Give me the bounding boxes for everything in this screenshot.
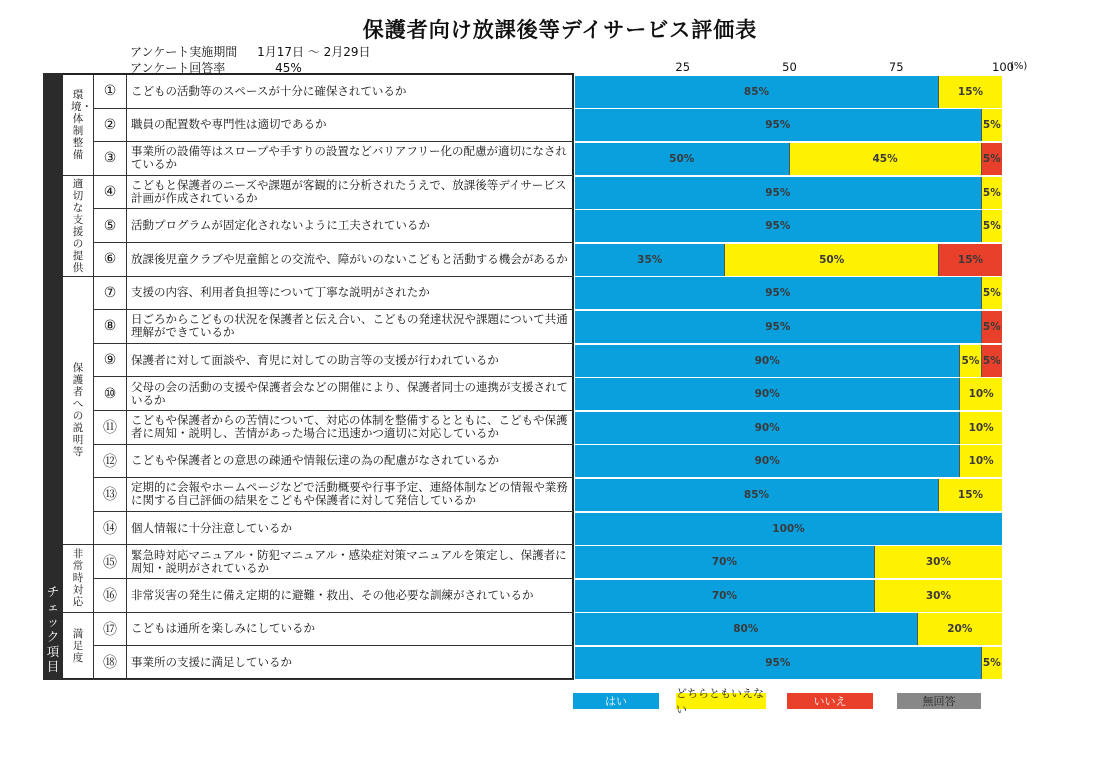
bar-neutral <box>981 277 1002 309</box>
bar-neutral <box>981 109 1002 141</box>
category-label: 保護者への説明等 <box>72 362 84 459</box>
bar-row <box>575 613 1002 645</box>
bar-no <box>981 345 1002 377</box>
question-number: ⑮ <box>94 545 127 579</box>
bar-value-label: 15% <box>957 489 984 501</box>
category-label: 適切な支援の提供 <box>72 177 84 274</box>
question-number: ③ <box>94 142 127 176</box>
response-rate-label: アンケート回答率 <box>130 61 226 75</box>
question-number: ② <box>94 109 127 143</box>
bar-row <box>575 311 1002 343</box>
bar-yes <box>575 109 981 141</box>
bar-row <box>575 445 1002 477</box>
bar-value-label: 90% <box>754 455 780 468</box>
question-text: 事業所の設備等はスロープや手すりの設置などバリアフリー化の配慮が適切になされているか <box>127 142 574 176</box>
bar-yes <box>575 277 981 309</box>
legend-item-yes: はい <box>573 693 659 709</box>
bar-neutral <box>959 345 980 377</box>
category-label: 満足度 <box>72 627 84 664</box>
bar-yes <box>575 513 1002 545</box>
bar-value-label: 95% <box>765 119 791 132</box>
bar-value-label: 95% <box>765 321 791 333</box>
bar-neutral <box>789 143 981 175</box>
bar-value-label: 5% <box>982 287 1001 300</box>
bar-value-label: 5% <box>982 321 1001 333</box>
bar-yes <box>575 76 938 108</box>
category-group <box>63 613 94 680</box>
bar-yes <box>575 378 959 410</box>
bar-value-label: 80% <box>733 623 759 636</box>
legend-item-no: いいえ <box>787 693 873 709</box>
bar-value-label: 15% <box>957 253 984 266</box>
x-tick-label: 100 <box>992 60 1014 74</box>
bar-neutral <box>981 647 1002 679</box>
bar-yes <box>575 580 874 612</box>
bar-value-label: 95% <box>765 287 791 300</box>
bar-value-label: 30% <box>925 589 951 602</box>
bar-neutral <box>959 445 1002 477</box>
bar-neutral <box>724 244 938 276</box>
bar-neutral <box>959 378 1002 410</box>
bar-yes <box>575 177 981 209</box>
question-text: 父母の会の活動の支援や保護者会などの開催により、保護者同士の連携が支援されているか <box>127 377 574 411</box>
survey-period-value: 1月17日 ～ 2月29日 <box>257 45 371 59</box>
question-number: ⑭ <box>94 512 127 546</box>
bar-row <box>575 143 1002 175</box>
bar-value-label: 5% <box>982 153 1001 165</box>
legend-item-neutral: どちらともいえない <box>676 687 764 716</box>
question-number: ⑨ <box>94 344 127 378</box>
bar-neutral <box>959 412 1002 444</box>
bar-value-label: 10% <box>968 388 994 401</box>
bar-value-label: 10% <box>968 421 994 434</box>
bar-value-label: 70% <box>711 589 738 602</box>
bar-yes <box>575 143 789 175</box>
bar-no <box>981 143 1002 175</box>
bar-row <box>575 378 1002 410</box>
bar-neutral <box>917 613 1002 645</box>
bar-value-label: 85% <box>743 489 770 501</box>
bar-row <box>575 580 1002 612</box>
question-text: 日ごろからこどもの状況を保護者と伝え合い、こどもの発達状況や課題について共通理解ができているか <box>127 310 574 344</box>
response-rate-value: 45% <box>275 61 302 75</box>
question-number: ⑩ <box>94 377 127 411</box>
bar-value-label: 50% <box>819 253 845 266</box>
bar-row <box>575 546 1002 578</box>
question-number: ⑫ <box>94 445 127 479</box>
bar-value-label: 100% <box>772 522 805 535</box>
bar-value-label: 5% <box>961 354 980 367</box>
bar-neutral <box>874 546 1002 578</box>
question-text: こどもと保護者のニーズや課題が客観的に分析されたうえで、放課後等デイサービス計画が作成されているか <box>127 176 574 210</box>
bar-yes <box>575 311 981 343</box>
bar-value-label: 15% <box>957 85 984 98</box>
bar-yes <box>575 647 981 679</box>
bar-yes <box>575 210 981 242</box>
question-text: 職員の配置数や専門性は適切であるか <box>127 109 574 143</box>
bar-row <box>575 647 1002 679</box>
question-number: ① <box>94 75 127 109</box>
bar-row <box>575 345 1002 377</box>
question-text: こどもは通所を楽しみにしているか <box>127 613 574 647</box>
question-number: ⑬ <box>94 478 127 512</box>
bar-yes <box>575 479 938 511</box>
bar-value-label: 85% <box>743 85 770 98</box>
category-group <box>63 277 94 546</box>
question-number: ⑱ <box>94 646 127 680</box>
bar-value-label: 45% <box>872 153 898 165</box>
x-tick-label: 75 <box>888 60 904 74</box>
bar-value-label: 20% <box>947 623 973 636</box>
category-group <box>63 75 94 176</box>
category-label: 非常時対応 <box>72 548 84 609</box>
question-text: 定期的に会報やホームページなどで活動概要や行事予定、連絡体制などの情報や業務に関する自己評価の結果をこどもや保護者に対して発信しているか <box>127 478 574 512</box>
legend-item-none: 無回答 <box>897 693 981 709</box>
question-number: ⑪ <box>94 411 127 445</box>
survey-period <box>130 43 371 60</box>
bar-value-label: 90% <box>754 421 780 434</box>
bar-yes <box>575 412 959 444</box>
question-text: 個人情報に十分注意しているか <box>127 512 574 546</box>
question-text: 緊急時対応マニュアル・防犯マニュアル・感染症対策マニュアルを策定し、保護者に周知・説明がされているか <box>127 545 574 579</box>
question-number: ⑧ <box>94 310 127 344</box>
bar-neutral <box>981 210 1002 242</box>
bar-value-label: 90% <box>754 388 780 401</box>
question-text: 活動プログラムが固定化されないように工夫されているか <box>127 209 574 243</box>
bar-value-label: 50% <box>669 153 695 165</box>
question-number: ⑰ <box>94 613 127 647</box>
bar-value-label: 5% <box>982 186 1001 199</box>
bar-value-label: 5% <box>982 354 1001 367</box>
x-tick-label: 25 <box>675 60 691 74</box>
bar-neutral <box>938 479 1002 511</box>
question-number: ⑥ <box>94 243 127 277</box>
bar-row <box>575 277 1002 309</box>
bar-value-label: 5% <box>982 220 1001 233</box>
question-text: 放課後児童クラブや児童館との交流や、障がいのないこどもと活動する機会があるか <box>127 243 574 277</box>
bar-yes <box>575 613 917 645</box>
category-group <box>63 176 94 277</box>
bar-value-label: 30% <box>925 556 951 569</box>
bar-value-label: 35% <box>637 253 663 266</box>
bar-row <box>575 479 1002 511</box>
x-tick-label: 50 <box>782 60 797 74</box>
bar-no <box>938 244 1002 276</box>
question-text: 保護者に対して面談や、育児に対しての助言等の支援が行われているか <box>127 344 574 378</box>
x-axis-unit: (%) <box>1010 61 1028 72</box>
bar-yes <box>575 244 724 276</box>
question-text: こどもや保護者との意思の疎通や情報伝達の為の配慮がなされているか <box>127 445 574 479</box>
bar-value-label: 95% <box>765 186 791 199</box>
bar-value-label: 10% <box>968 455 994 468</box>
check-items-column <box>43 73 63 680</box>
bar-row <box>575 76 1002 108</box>
bar-row <box>575 412 1002 444</box>
bar-row <box>575 513 1002 545</box>
question-text: 事業所の支援に満足しているか <box>127 646 574 680</box>
bar-value-label: 5% <box>982 119 1001 132</box>
bar-value-label: 90% <box>754 354 780 367</box>
bar-value-label: 70% <box>711 556 738 569</box>
bar-neutral <box>938 76 1002 108</box>
question-text: 支援の内容、利用者負担等について丁寧な説明がされたか <box>127 277 574 311</box>
question-text: こどもや保護者からの苦情について、対応の体制を整備するとともに、こどもや保護者に周知・説明し、苦情があった場合に迅速かつ適切に対応しているか <box>127 411 574 445</box>
bar-value-label: 95% <box>765 220 791 233</box>
question-text: こどもの活動等のスペースが十分に確保されているか <box>127 75 574 109</box>
check-items-label: チ ェ ッ ク 項 目 <box>46 584 60 674</box>
question-number: ⑦ <box>94 277 127 311</box>
bar-neutral <box>874 580 1002 612</box>
bar-no <box>981 311 1002 343</box>
question-number: ⑤ <box>94 209 127 243</box>
bar-value-label: 95% <box>765 657 791 669</box>
bar-yes <box>575 445 959 477</box>
category-group <box>63 545 94 612</box>
category-label: 環境・体制整備 <box>71 88 92 161</box>
bar-row <box>575 177 1002 209</box>
question-number: ⑯ <box>94 579 127 613</box>
bar-row <box>575 109 1002 141</box>
bar-value-label: 5% <box>982 657 1001 669</box>
bar-yes <box>575 546 874 578</box>
bar-row <box>575 210 1002 242</box>
survey-period-label: アンケート実施期間 <box>130 45 238 59</box>
question-text: 非常災害の発生に備え定期的に避難・救出、その他必要な訓練がされているか <box>127 579 574 613</box>
page-title: 保護者向け放課後等デイサービス評価表 <box>362 18 758 42</box>
bar-neutral <box>981 177 1002 209</box>
question-number: ④ <box>94 176 127 210</box>
bar-row <box>575 244 1002 276</box>
bar-yes <box>575 345 959 377</box>
